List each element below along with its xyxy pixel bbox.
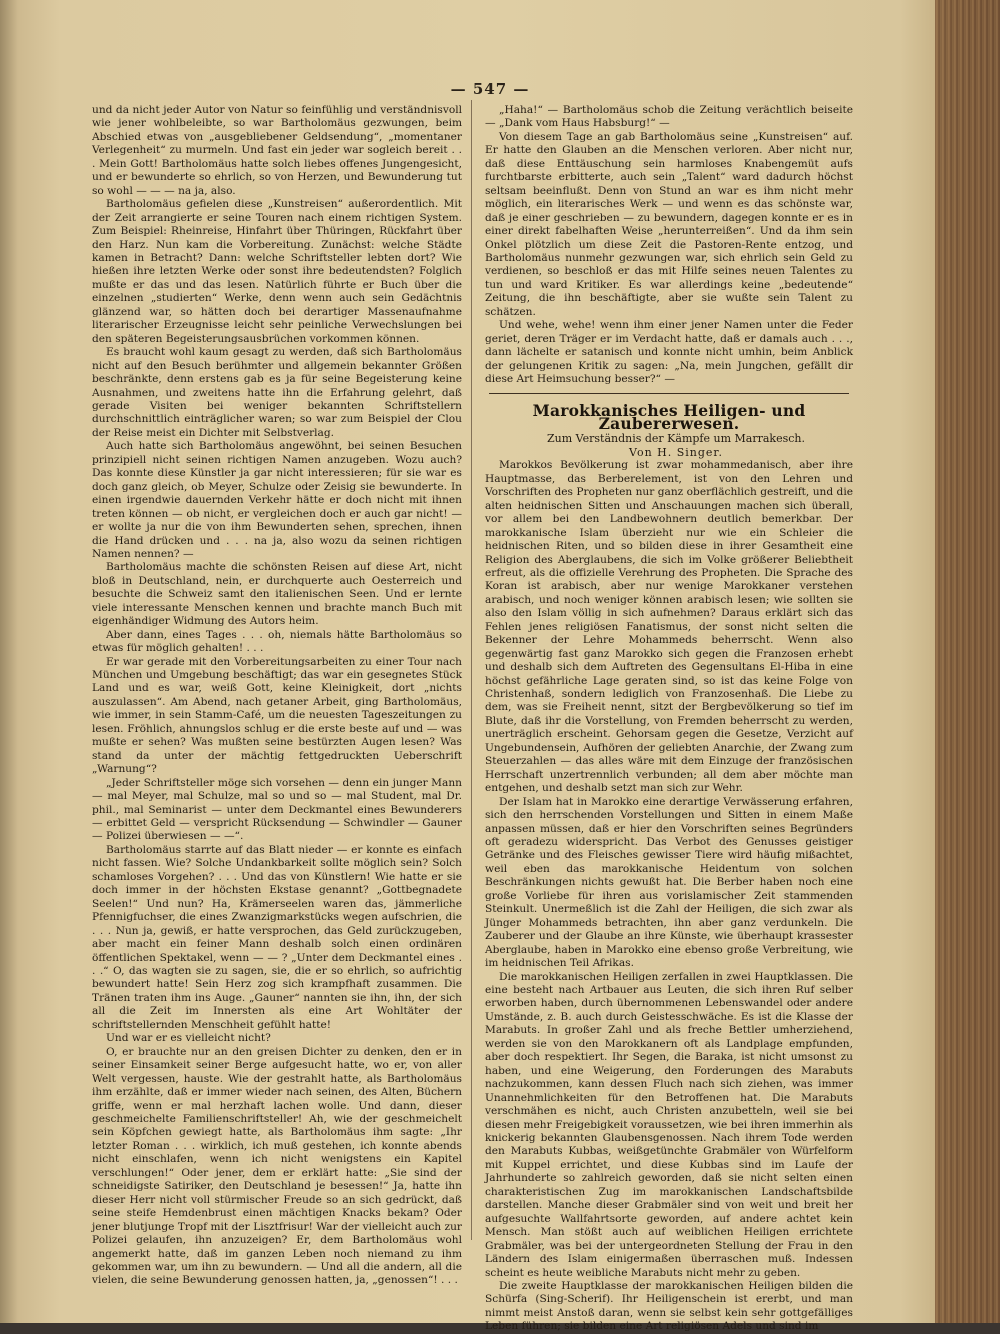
article-separator [489,393,849,394]
article-subtitle: Zum Verständnis der Kämpfe um Marrakesch. [547,432,805,446]
right-column [485,104,853,1333]
left-paragraph: Bartholomäus gefielen diese „Kunstreisen“ außerordentlich. Mit der Zeit arrangierte er seine Touren nach einem richtigen System. Zum Beispiel: Rheinreise, Hinfahrt über Thüringen, Rückfahrt über den Harz. Nun kam die Vorbereitung. Zunächst: welche Städte kamen in Betracht? Dann: welche Schriftsteller lebten dort? Wie hießen ihre letzten Werke oder sonst ihre bedeutendsten? Folglich mußte er das und das lesen. Natürlich führte er Buch über die einzelnen „studierten“ Werke, denn wenn auch sein Gedächtnis glänzend war, so hätten doch bei derartiger Massenaufnahme literarischer Erzeugnisse leicht sehr peinliche Verwechslungen bei den späteren Begeisterungsausbrüchen vorkommen können. [92,198,462,345]
article-paragraph: Marokkos Bevölkerung ist zwar mohammedanisch, aber ihre Hauptmasse, das Berberelement, ist von den Lehren und Vorschriften des Propheten nur ganz oberflächlich gestreift, und die alten heidnischen Sitten und Anschauungen machen sich überall, vor allem bei den Landbewohnern deutlich bemerkbar. Der marokkanische Islam überzieht nur wie ein Schleier die heidnischen Riten, und so bilden diese in ihrer Gesamtheit eine Religion des Aberglaubens, die sich im Volke größerer Beliebtheit erfreut, als die offizielle Verehrung des Propheten. Die Sprache des Koran ist arabisch, aber nur wenige Marokkaner verstehen arabisch, und noch weniger können arabisch lesen; wie sollten sie also den Islam völlig in sich aufnehmen? Daraus erklärt sich das Fehlen jenes religiösen Fanatismus, der sonst nicht selten die Bekenner der Lehre Mohammeds beherrscht. Wenn also gegenwärtig fast ganz Marokko sich gegen die Franzosen erhebt und deshalb sich dem Auftreten des Gegensultans El-Hiba in eine höchst gefährliche Lage geraten sind, so ist das keine Folge von Christenhaß, sondern lediglich von Franzosenhaß. Die Liebe zu dem, was sie Freiheit nennt, sitzt der Bergbevölkerung so tief im Blute, daß ihr die Vorstellung, von Fremden beherrscht zu werden, unerträglich erscheint. Gehorsam gegen die Gesetze, Verzicht auf Ungebundensein, Aufhören der geliebten Anarchie, der Zwang zum Steuerzahlen — das alles wäre mit dem Einzuge der französischen Herrschaft unzertrennlich verbunden; all dem aber möchte man entgehen, und deshalb setzt man sich zur Wehr. [485,459,853,795]
article-author: Von H. Singer. [629,445,723,459]
left-paragraph: „Jeder Schriftsteller möge sich vorsehen — denn ein junger Mann — mal Meyer, mal Schulze, mal so und so — mal Student, mal Dr. phil., mal Seminarist — unter dem Deckmantel eines Bewunderers — erbittet Geld — verspricht Rücksendung — Schwindler — Gauner — Polizei überwiesen — —“. [92,776,462,843]
left-paragraph: Er war gerade mit den Vorbereitungsarbeiten zu einer Tour nach München und Umgebung beschäftigt; das war ein gesegnetes Stück Land und es war, weiß Gott, keine Kleinigkeit, dort „nichts auszulassen“. Am Abend, nach getaner Arbeit, ging Bartholomäus, wie immer, in sein Stamm-Café, um die neuesten Tageszeitungen zu lesen. Fröhlich, ahnungslos schlug er die erste beste auf und — was mußte er sehen? Was mußten seine bestürzten Augen lesen? Was stand da unter der mächtig fettgedruckten Ueberschrift „Warnung“? [92,655,462,776]
left-paragraph: Aber dann, eines Tages . . . oh, niemals hätte Bartholomäus so etwas für möglich gehalten! . . . [92,628,462,655]
column-divider [471,100,472,1240]
left-paragraph: Es braucht wohl kaum gesagt zu werden, daß sich Bartholomäus nicht auf den Besuch berühmter und allgemein bekannter Größen beschränkte, denn erstens gab es ja für seine Begeisterung keine Ausnahmen, und zweitens hatte ihn die Erfahrung gelehrt, daß gerade Visiten bei weniger bekannten Schriftstellern durchschnittlich einträglicher waren; so war zum Beispiel der Clou der Reise meist ein Dichter mit Selbstverlag. [92,346,462,439]
right-intro-paragraph: Und wehe, wehe! wenn ihm einer jener Namen unter die Feder geriet, deren Träger er im Verdacht hatte, daß er damals auch . . ., dann lächelte er satanisch und konnte nicht umhin, beim Anblick der gelungenen Kritik zu sagen: „Na, mein Jungchen, gefällt dir diese Art Heimsuchung besser?“ — [485,319,853,386]
page-number: — 547 — [450,80,530,98]
book-spine-gutter [935,0,1000,1323]
right-intro-paragraph: Von diesem Tage an gab Bartholomäus seine „Kunstreisen“ auf. Er hatte den Glauben an die Menschen verloren. Aber nicht nur, daß diese Enttäuschung sein harmloses Knabengemüt aufs furchtbarste erbitterte, auch sein „Talent“ ward dadurch höchst seltsam beeinflußt. Denn von Stund an war es ihm nicht mehr möglich, ein literarisches Werk — und wenn es das schönste war, daß je einer geschrieben — zu bewundern, dagegen konnte er es in einer direkt fabelhaften Weise „herunterreißen“. Und da ihm sein Onkel plötzlich um diese Zeit die Pastoren-Rente entzog, und Bartholomäus nunmehr gezwungen war, sich ehrlich sein Geld zu verdienen, so beschloß er das mit Hilfe seines neuen Talentes zu tun und ward Kritiker. Es war allerdings keine „bedeutende“ Zeitung, die ihn beschäftigte, aber sie wußte sein Talent zu schätzen. [485,130,853,318]
left-column [92,104,462,1287]
right-intro-paragraph: „Haha!“ — Bartholomäus schob die Zeitung verächtlich beiseite — „Dank vom Haus Habsburg!“ — [485,104,853,130]
article-title: Marokkanisches Heiligen- und Zaubererwesen. [532,400,806,433]
left-paragraph: und da nicht jeder Autor von Natur so feinfühlig und verständnisvoll wie jener wohlbeleibte, so war Bartholomäus gezwungen, beim Abschied etwas von „ausgebliebener Geldsendung“, „momentaner Verlegenheit“ zu murmeln. Und fast ein jeder war sogleich bereit . . . Mein Gott! Bartholomäus hatte solch liebes offenes Jungengesicht, und er bewunderte so ehrlich, so von Herzen, und Bewunderung tut so wohl — — — na ja, also. [92,104,462,197]
article-paragraph: Die zweite Hauptklasse der marokkanischen Heiligen bilden die Schürfa (Sing-Scherif). Ihr Heiligenschein ist ererbt, und man nimmt meist Anstoß daran, wenn sie selbst kein sehr gottgefälliges Leben führen; sie bilden eine Art religiösen Adels und sind im [485,1279,853,1333]
left-paragraph: Bartholomäus machte die schönsten Reisen auf diese Art, nicht bloß in Deutschland, nein, er durchquerte auch Oesterreich und besuchte die Schweiz samt den italienischen Seen. Und er lernte viele interessante Menschen kennen und brachte manch Buch mit eigenhändiger Widmung des Autors heim. [92,561,462,628]
left-paragraph: Auch hatte sich Bartholomäus angewöhnt, bei seinen Besuchen prinzipiell nicht seinen richtigen Namen anzugeben. Wozu auch? Das konnte diese Künstler ja gar nicht interessieren; für sie war es doch ganz gleich, ob Meyer, Schulze oder Zeisig sie bewunderte. In einen irgendwie dauernden Verkehr hätte er doch nicht mit ihnen treten können — ob nicht, er vergleichen doch er auch gar nicht! — er wollte ja nur die von ihm Bewunderten sehen, sprechen, ihnen die Hand drücken und . . . na ja, also wozu da seinen richtigen Namen nennen? — [92,440,462,560]
left-paragraph: O, er brauchte nur an den greisen Dichter zu denken, den er in seiner Einsamkeit seiner Berge aufgesucht hatte, wo er, von aller Welt vergessen, hauste. Wie der gestrahlt hatte, als Bartholomäus ihm erzählte, daß er immer wieder nach seinen, des Alten, Büchern griffe, wenn er mal herzhaft lachen wolle. Und dann, dieser geschmeichelte Familienschriftsteller! Ah, wie der geschmeichelt sein Köpfchen gewiegt hatte, als Bartholomäus ihm sagte: „Ihr letzter Roman . . . wirklich, ich muß gestehen, ich konnte abends nicht einschlafen, wenn ich nicht wenigstens ein Kapitel verschlungen!“ Oder jener, dem er erklärt hatte: „Sie sind der schneidigste Satiriker, den Deutschland je besessen!“ Ja, hatte ihn dieser Herr nicht voll stürmischer Freude so an sich gedrückt, daß seine steife Hemdenbrust einen mächtigen Knacks bekam? Oder jener blutjunge Tropf mit der Lisztfrisur! War der vielleicht auch zur Polizei gelaufen, ihn anzuzeigen? Er, dem Bartholomäus wohl angemerkt hatte, daß im ganzen Leben noch niemand zu ihm gekommen war, um ihn zu bewundern. — Und all die andern, all die vielen, die seine Bewunderung genossen hatten, ja, „genossen“! . . . [92,1045,462,1287]
left-paragraph: Bartholomäus starrte auf das Blatt nieder — er konnte es einfach nicht fassen. Wie? Solche Undankbarkeit sollte möglich sein? Solch schamloses Vorgehen? . . . Und das von Künstlern! Wie hatte er sie doch immer in der höchsten Ekstase genannt? „Gottbegnadete Seelen!“ Und nun? Ha, Krämerseelen waren das, jämmerliche Pfennigfuchser, die eines Zwanzigmarkstücks wegen aufschrien, die . . . Nun ja, gewiß, er hatte versprochen, das Geld zurückzugeben, aber macht ein feiner Mann deshalb solch einen ordinären öffentlichen Spektakel, wenn — — ? „Unter dem Deckmantel eines . . .“ O, das wagten sie zu sagen, sie, die er so ehrlich, so aufrichtig bewundert hatte! Sein Herz zog sich krampfhaft zusammen. Die Tränen traten ihm ins Auge. „Gauner“ nannten sie ihn, ihn, der sich all die Zeit im Innersten als eine Art Wohltäter der schriftstellernden Menschheit gefühlt hatte! [92,843,462,1031]
left-paragraph: Und war er es vielleicht nicht? [106,1032,271,1045]
article-paragraph: Die marokkanischen Heiligen zerfallen in zwei Hauptklassen. Die eine besteht nach Artbauer aus Leuten, die sich ihren Ruf selber erworben haben, durch übernommenen Lebenswandel oder andere Umstände, z. B. auch durch Geistesschwäche. Es ist die Klasse der Marabuts. In großer Zahl und als freche Bettler umherziehend, werden sie von den Marokkanern oft als Landplage empfunden, aber doch respektiert. Ihr Segen, die Baraka, ist nicht umsonst zu haben, und eine Weigerung, den Forderungen des Marabuts nachzukommen, kann dessen Fluch nach sich ziehen, was immer Unannehmlichkeiten für den Betroffenen hat. Die Marabuts verschmähen es nicht, auch Christen anzubetteln, weil sie bei diesen mehr Freigebigkeit voraussetzen, wie bei ihren immerhin als knickerig bekannten Glaubensgenossen. Nach ihrem Tode werden den Marabuts Kubbas, weißgetünchte Grabmäler von Würfelform mit Kuppel errichtet, und diese Kubbas sind im Laufe der Jahrhunderte so zahlreich geworden, daß sie nicht selten einen charakteristischen Zug im marokkanischen Landschaftsbilde darstellen. Manche dieser Grabmäler sind von weit und breit her aufgesuchte Wallfahrtsorte geworden, auf andere achtet kein Mensch. Man stößt auch auf weiblichen Heiligen errichtete Grabmäler, was bei der untergeordneten Stellung der Frau in den Ländern des Islam einigermaßen überraschen muß. Indessen scheint es heute weibliche Marabuts nicht mehr zu geben. [485,970,853,1279]
article-paragraph: Der Islam hat in Marokko eine derartige Verwässerung erfahren, sich den herrschenden Vorstellungen und Sitten in einem Maße anpassen müssen, daß er hier den Vorschriften seines Begründers oft geradezu widerspricht. Das Verbot des Genusses geistiger Getränke und des Fleisches gewisser Tiere wird häufig mißachtet, weil eben das marokkanische Heidentum von solchen Beschränkungen nichts gewußt hat. Die Berber haben noch eine große Vorliebe für ihren aus vorislamischer Zeit stammenden Steinkult. Unermeßlich ist die Zahl der Heiligen, die sich zwar als Jünger Mohammeds betrachten, ihn aber ganz verdunkeln. Die Zauberer und der Glaube an ihre Künste, wie überhaupt krassester Aberglaube, haben in Marokko eine ebenso große Verbreitung, wie im heidnischen Teil Afrikas. [485,795,853,970]
